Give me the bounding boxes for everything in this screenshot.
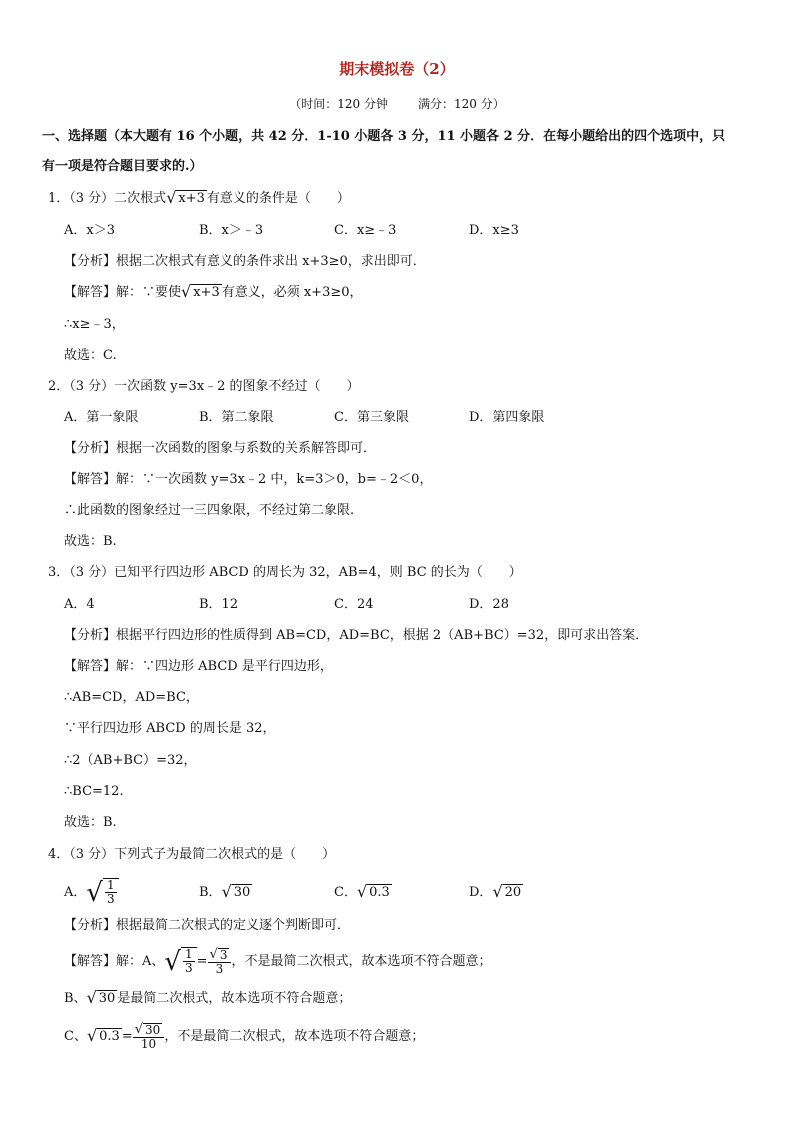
denominator: 3 [215, 961, 224, 976]
q4-answer-a [64, 944, 491, 980]
score-info: 满分：120 分） [418, 97, 505, 111]
equals-sign: = [121, 1029, 133, 1044]
q2-option-b[interactable]: B．第二象限 [199, 410, 274, 425]
radicand: 30 [98, 991, 116, 1006]
q1-option-c[interactable]: C．x≥﹣3 [334, 223, 397, 238]
q3-option-d[interactable]: D．28 [469, 597, 509, 612]
sqrt-expression: √ 30 [134, 1021, 161, 1037]
q3-option-c[interactable]: C．24 [334, 597, 374, 612]
q2-option-c[interactable]: C．第三象限 [334, 410, 409, 425]
denominator: 3 [106, 891, 115, 906]
q4-answer-prefix: 【解答】解：A、 [64, 954, 165, 969]
equals-sign: = [196, 954, 208, 969]
radicand: 30 [233, 885, 251, 900]
q4-option-a[interactable] [64, 876, 199, 910]
q4-analysis: 【分析】根据最简二次根式的定义逐个判断即可． [64, 918, 351, 933]
question-2-stem: 2．（3 分）一次函数 y=3x﹣2 的图象不经过（ ） [48, 379, 360, 394]
q3-answer: 【解答】解：∵四边形 ABCD 是平行四边形， [64, 659, 333, 674]
radicand: 30 [145, 1022, 161, 1037]
sqrt-expression: √ 30 [221, 882, 251, 901]
question-2-options [64, 409, 604, 427]
sqrt-expression: √ 0.3 [86, 1026, 120, 1045]
sqrt-expression: √ $\frac{1}{3}$ [86, 878, 118, 908]
question-1-options [64, 222, 604, 240]
denominator: 3 [184, 960, 193, 975]
q2-choice: 故选：B. [64, 534, 117, 549]
fraction [183, 948, 195, 975]
numerator: 1 [106, 877, 115, 892]
q1-answer [64, 284, 363, 302]
q1-radicand: x+3 [178, 191, 205, 206]
q1-answer-suffix: 有意义，必须 x+3≥0， [221, 285, 363, 300]
q4-option-a-label: A． [64, 885, 87, 900]
q3-option-a[interactable]: A．4 [64, 597, 95, 612]
q4-answer-b-label: B、 [64, 991, 87, 1006]
q4-option-c[interactable] [334, 876, 469, 910]
numerator: 1 [184, 946, 193, 961]
q1-choice: 故选：C. [64, 348, 117, 363]
radicand: 0.3 [369, 885, 390, 900]
q1-answer-radicand: x+3 [193, 285, 220, 300]
sqrt-expression: √ 3 [209, 946, 228, 962]
q2-step: ∴此函数的图象经过一三四象限，不经过第二象限. [64, 503, 355, 518]
question-1-stem [48, 190, 350, 208]
q3-step-1: ∴AB=CD，AD=BC， [64, 690, 199, 705]
q4-answer-c [64, 1018, 424, 1056]
q4-option-b-label: B． [199, 885, 222, 900]
fraction [133, 1023, 165, 1051]
radicand: 3 [219, 947, 228, 962]
denominator: 10 [140, 1036, 157, 1051]
question-3-stem: 3．（3 分）已知平行四边形 ABCD 的周长为 32，AB=4，则 BC 的长为（ ） [48, 565, 522, 580]
q1-step: ∴x≥﹣3， [64, 317, 125, 332]
question-3-options [64, 596, 604, 614]
q4-answer-c-label: C、 [64, 1029, 87, 1044]
fraction [208, 948, 232, 976]
q4-answer-b-tail: 是最简二次根式，故本选项不符合题意； [117, 991, 352, 1006]
question-4-stem: 4．（3 分）下列式子为最简二次根式的是（ ） [48, 847, 336, 862]
sqrt-expression: √ x+3 [181, 282, 220, 301]
q4-answer-b [64, 990, 351, 1008]
q3-step-3: ∴2（AB+BC）=32， [64, 753, 197, 768]
sqrt-expression: √ 20 [492, 882, 522, 901]
exam-info [0, 95, 794, 113]
q2-option-d[interactable]: D．第四象限 [469, 410, 545, 425]
q4-option-d[interactable] [469, 876, 604, 910]
q3-analysis: 【分析】根据平行四边形的性质得到 AB=CD，AD=BC，根据 2（AB+BC）=32，即可求出答案． [64, 628, 649, 643]
q4-option-d-label: D． [469, 885, 493, 900]
radicand: 20 [504, 885, 522, 900]
q4-option-b[interactable] [199, 876, 334, 910]
q3-step-2: ∵平行四边形 ABCD 的周长是 32， [64, 721, 276, 736]
q3-choice: 故选：B. [64, 815, 117, 830]
q2-answer: 【解答】解：∵一次函数 y=3x﹣2 中，k=3＞0，b=﹣2＜0， [64, 472, 433, 487]
q2-option-a[interactable]: A．第一象限 [64, 410, 139, 425]
section-header-cont: 有一项是符合题目要求的.） [42, 159, 203, 174]
sqrt-expression: √ 0.3 [356, 882, 390, 901]
page-title: 期末模拟卷（2） [339, 60, 455, 78]
q1-option-a[interactable]: A．x＞3 [64, 223, 115, 238]
q4-option-c-label: C． [334, 885, 357, 900]
q1-option-d[interactable]: D．x≥3 [469, 223, 519, 238]
q1-stem-suffix: 有意义的条件是（ ） [206, 191, 350, 206]
q2-analysis: 【分析】根据一次函数的图象与系数的关系解答即可． [64, 441, 377, 456]
radicand: 0.3 [99, 1029, 120, 1044]
fraction [105, 879, 117, 906]
q3-option-b[interactable]: B．12 [199, 597, 239, 612]
q1-analysis: 【分析】根据二次根式有意义的条件求出 x+3≥0，求出即可． [64, 254, 426, 269]
q1-answer-prefix: 【解答】解：∵要使 [64, 285, 182, 300]
section-header: 一、选择题（本大题有 16 个小题，共 42 分．1-10 小题各 3 分，11 小题各 2 分．在每小题给出的四个选项中，只 [42, 129, 726, 144]
q1-stem-prefix: 1．（3 分）二次根式 [48, 191, 167, 206]
sqrt-expression: √ 30 [86, 988, 116, 1007]
question-4-options [64, 876, 604, 910]
q4-answer-a-tail: ，不是最简二次根式，故本选项不符合题意； [231, 954, 492, 969]
time-info: （时间：120 分钟 [289, 97, 388, 111]
q1-option-b[interactable]: B．x＞﹣3 [199, 223, 264, 238]
sqrt-expression: √ $\frac{1}{3}$ [164, 947, 196, 977]
q3-step-4: ∴BC=12. [64, 784, 124, 799]
sqrt-expression: √ x+3 [166, 188, 205, 207]
q4-answer-c-tail: ，不是最简二次根式，故本选项不符合题意； [164, 1029, 425, 1044]
